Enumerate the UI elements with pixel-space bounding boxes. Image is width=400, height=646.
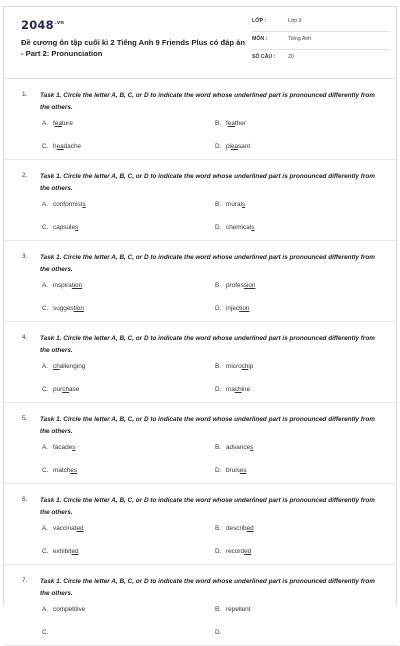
answer-option[interactable] [42, 629, 53, 636]
option-letter: D. [215, 386, 222, 393]
answer-option[interactable] [215, 386, 250, 393]
option-word [226, 201, 245, 208]
meta-class-value: Lớp 9 [288, 18, 302, 24]
meta-count-value: 20 [288, 54, 294, 60]
underlined-part: tion [239, 305, 250, 312]
option-letter: D. [215, 305, 222, 312]
option-word [53, 363, 85, 370]
option-word [226, 525, 254, 532]
underlined-part: tion [73, 305, 84, 312]
word-part: chemical [226, 224, 252, 231]
meta-divider [252, 31, 390, 32]
option-word [53, 282, 82, 289]
underlined-part: es [239, 467, 247, 474]
document-title: Đề cương ôn tập cuối kì 2 Tiếng Anh 9 Friends Plus có đáp án - Part 2: Pronunciation [21, 38, 245, 58]
option-letter: A. [42, 120, 49, 127]
word-part: competitive [53, 606, 86, 613]
answer-option[interactable] [215, 629, 226, 636]
option-word [53, 143, 81, 150]
option-letter: D. [215, 224, 222, 231]
answer-option[interactable] [42, 467, 77, 474]
option-word [53, 120, 73, 127]
underlined-part: s [75, 224, 79, 231]
word-part: profes [226, 282, 244, 289]
word-part: advance [226, 444, 251, 451]
site-logo[interactable]: $2048^{.vn}$ [21, 18, 65, 32]
word-part: repellent [226, 606, 251, 613]
option-letter: C. [42, 224, 49, 231]
word-part: pl [226, 143, 231, 150]
question-block [4, 565, 398, 646]
option-letter: A. [42, 282, 49, 289]
answer-option[interactable] [42, 606, 85, 613]
option-word [53, 467, 77, 474]
option-letter: A. [42, 363, 49, 370]
underlined-part: ea [227, 120, 235, 127]
word-part: h [53, 143, 57, 150]
answer-option[interactable] [215, 120, 246, 127]
meta-class-label: LỚP : [252, 18, 267, 24]
word-part: pur [53, 386, 63, 393]
word-part: ine [241, 386, 251, 393]
option-word [53, 548, 79, 555]
word-part: inspira [53, 282, 72, 289]
option-letter: C. [42, 305, 49, 312]
option-letter: C. [42, 548, 49, 555]
word-part: injec [226, 305, 240, 312]
option-letter: D. [215, 548, 222, 555]
question-number: 4. [22, 334, 28, 341]
answer-option[interactable] [42, 363, 85, 370]
question-number: 5. [22, 415, 28, 422]
question-prompt: Task 1. Circle the letter A, B, C, or D to indicate the word whose underlined part is pronounced differently from the others. [40, 416, 375, 435]
option-letter: D. [215, 467, 222, 474]
option-letter: A. [42, 444, 49, 451]
word-part: exhibit [53, 548, 72, 555]
answer-option[interactable] [215, 467, 247, 474]
question-number: 1. [22, 91, 28, 98]
option-word [226, 606, 251, 613]
underlined-part: ed [76, 525, 84, 532]
option-word [53, 444, 75, 451]
option-word [226, 282, 256, 289]
question-prompt: Task 1. Circle the letter A, B, C, or D to indicate the word whose underlined part is pronounced differently from the others. [40, 173, 375, 192]
option-word [226, 548, 251, 555]
option-word [226, 224, 254, 231]
option-letter: B. [215, 606, 222, 613]
word-part: ase [69, 386, 80, 393]
word-part: ma [226, 386, 235, 393]
word-part: allenging [59, 363, 86, 370]
meta-count-label: SỐ CÂU : [252, 54, 276, 60]
option-letter: B. [215, 120, 222, 127]
underlined-part: ea [56, 143, 64, 150]
underlined-part: ed [244, 548, 252, 555]
option-word [226, 467, 247, 474]
underlined-part: ea [54, 120, 62, 127]
option-word [53, 606, 85, 613]
answer-option[interactable] [215, 444, 253, 451]
question-number: 7. [22, 577, 28, 584]
document-header [4, 7, 396, 79]
answer-option[interactable] [42, 548, 79, 555]
answer-option[interactable] [42, 305, 84, 312]
option-letter: C. [42, 143, 49, 150]
answer-option[interactable] [42, 201, 86, 208]
option-letter: D. [215, 143, 222, 150]
question-block [4, 322, 398, 403]
word-part: dache [63, 143, 82, 150]
word-part: ther [234, 120, 246, 127]
word-part: facade [53, 444, 73, 451]
option-letter: B. [215, 201, 222, 208]
question-block [4, 484, 398, 565]
option-letter: B. [215, 444, 222, 451]
answer-option[interactable] [42, 386, 79, 393]
option-word [53, 224, 78, 231]
underlined-part: ch [241, 363, 249, 370]
meta-subject-label: MÔN : [252, 36, 268, 42]
option-word [226, 305, 249, 312]
word-part: sant [238, 143, 251, 150]
option-letter: C. [42, 386, 49, 393]
option-letter: A. [42, 201, 49, 208]
word-part: describ [226, 525, 247, 532]
question-prompt: Task 1. Circle the letter A, B, C, or D to indicate the word whose underlined part is pronounced differently from the others. [40, 254, 375, 273]
option-letter: B. [215, 525, 222, 532]
answer-option[interactable] [42, 282, 82, 289]
option-word [53, 305, 84, 312]
word-part: f [226, 120, 228, 127]
option-word [226, 143, 250, 150]
answer-option[interactable] [215, 224, 254, 231]
underlined-part: ch [234, 386, 242, 393]
question-prompt: Task 1. Circle the letter A, B, C, or D to indicate the word whose underlined part is pronounced differently from the others. [40, 497, 375, 516]
underlined-part: es [70, 467, 78, 474]
underlined-part: tion [71, 282, 83, 289]
question-block [4, 79, 398, 160]
word-part: ip [248, 363, 254, 370]
underlined-part: s [250, 444, 254, 451]
answer-option[interactable] [42, 143, 81, 150]
question-block [4, 160, 398, 241]
answer-option[interactable] [215, 282, 256, 289]
option-word [226, 386, 250, 393]
option-word [53, 386, 79, 393]
word-part: conformist [53, 201, 83, 208]
question-prompt: Task 1. Circle the letter A, B, C, or D to indicate the word whose underlined part is pronounced differently from the others. [40, 578, 375, 597]
question-prompt: Task 1. Circle the letter A, B, C, or D to indicate the word whose underlined part is pronounced differently from the others. [40, 335, 375, 354]
word-part: sugges [53, 305, 74, 312]
underlined-part: ch [53, 363, 60, 370]
answer-option[interactable] [42, 444, 75, 451]
underlined-part: ed [246, 525, 254, 532]
option-letter: C. [42, 467, 49, 474]
word-part: record [226, 548, 245, 555]
meta-divider [252, 49, 390, 50]
option-word [226, 363, 253, 370]
question-number: 6. [22, 496, 28, 503]
underlined-part: s [241, 201, 246, 208]
option-letter: B. [215, 282, 222, 289]
underlined-part: s [82, 201, 86, 208]
word-part: vaccinat [53, 525, 77, 532]
word-part: mural [226, 201, 242, 208]
option-word [53, 201, 86, 208]
option-letter: C. [42, 629, 49, 636]
underlined-part: ch [62, 386, 69, 393]
question-number: 2. [22, 172, 28, 179]
word-part: f [53, 120, 55, 127]
option-letter: D. [215, 629, 222, 636]
answer-option[interactable] [215, 548, 251, 555]
underlined-part: s [251, 224, 255, 231]
question-prompt: Task 1. Circle the letter A, B, C, or D to indicate the word whose underlined part is pronounced differently from the others. [40, 92, 375, 111]
question-block [4, 403, 398, 484]
option-letter: B. [215, 363, 222, 370]
answer-option[interactable] [215, 363, 253, 370]
answer-option[interactable] [215, 201, 245, 208]
underlined-part: s [72, 444, 76, 451]
answer-option[interactable] [42, 224, 78, 231]
underlined-part: sion [243, 282, 256, 289]
underlined-part: ed [71, 548, 79, 555]
document-page [3, 6, 397, 636]
answer-option[interactable] [42, 120, 73, 127]
option-letter: A. [42, 525, 49, 532]
word-part: capsule [53, 224, 76, 231]
question-block [4, 241, 398, 322]
underlined-part: ea [230, 143, 239, 150]
answer-option[interactable] [215, 606, 251, 613]
word-part: micro [226, 363, 242, 370]
question-number: 3. [22, 253, 28, 260]
option-word [226, 444, 253, 451]
word-part: ture [61, 120, 73, 127]
word-part: match [53, 467, 71, 474]
answer-option[interactable] [42, 525, 84, 532]
answer-option[interactable] [215, 525, 254, 532]
answer-option[interactable] [215, 143, 250, 150]
meta-subject-value: Tiếng Anh [288, 36, 312, 42]
option-word [53, 525, 84, 532]
answer-option[interactable] [215, 305, 249, 312]
word-part: bruis [226, 467, 240, 474]
option-word [226, 120, 246, 127]
option-letter: A. [42, 606, 49, 613]
